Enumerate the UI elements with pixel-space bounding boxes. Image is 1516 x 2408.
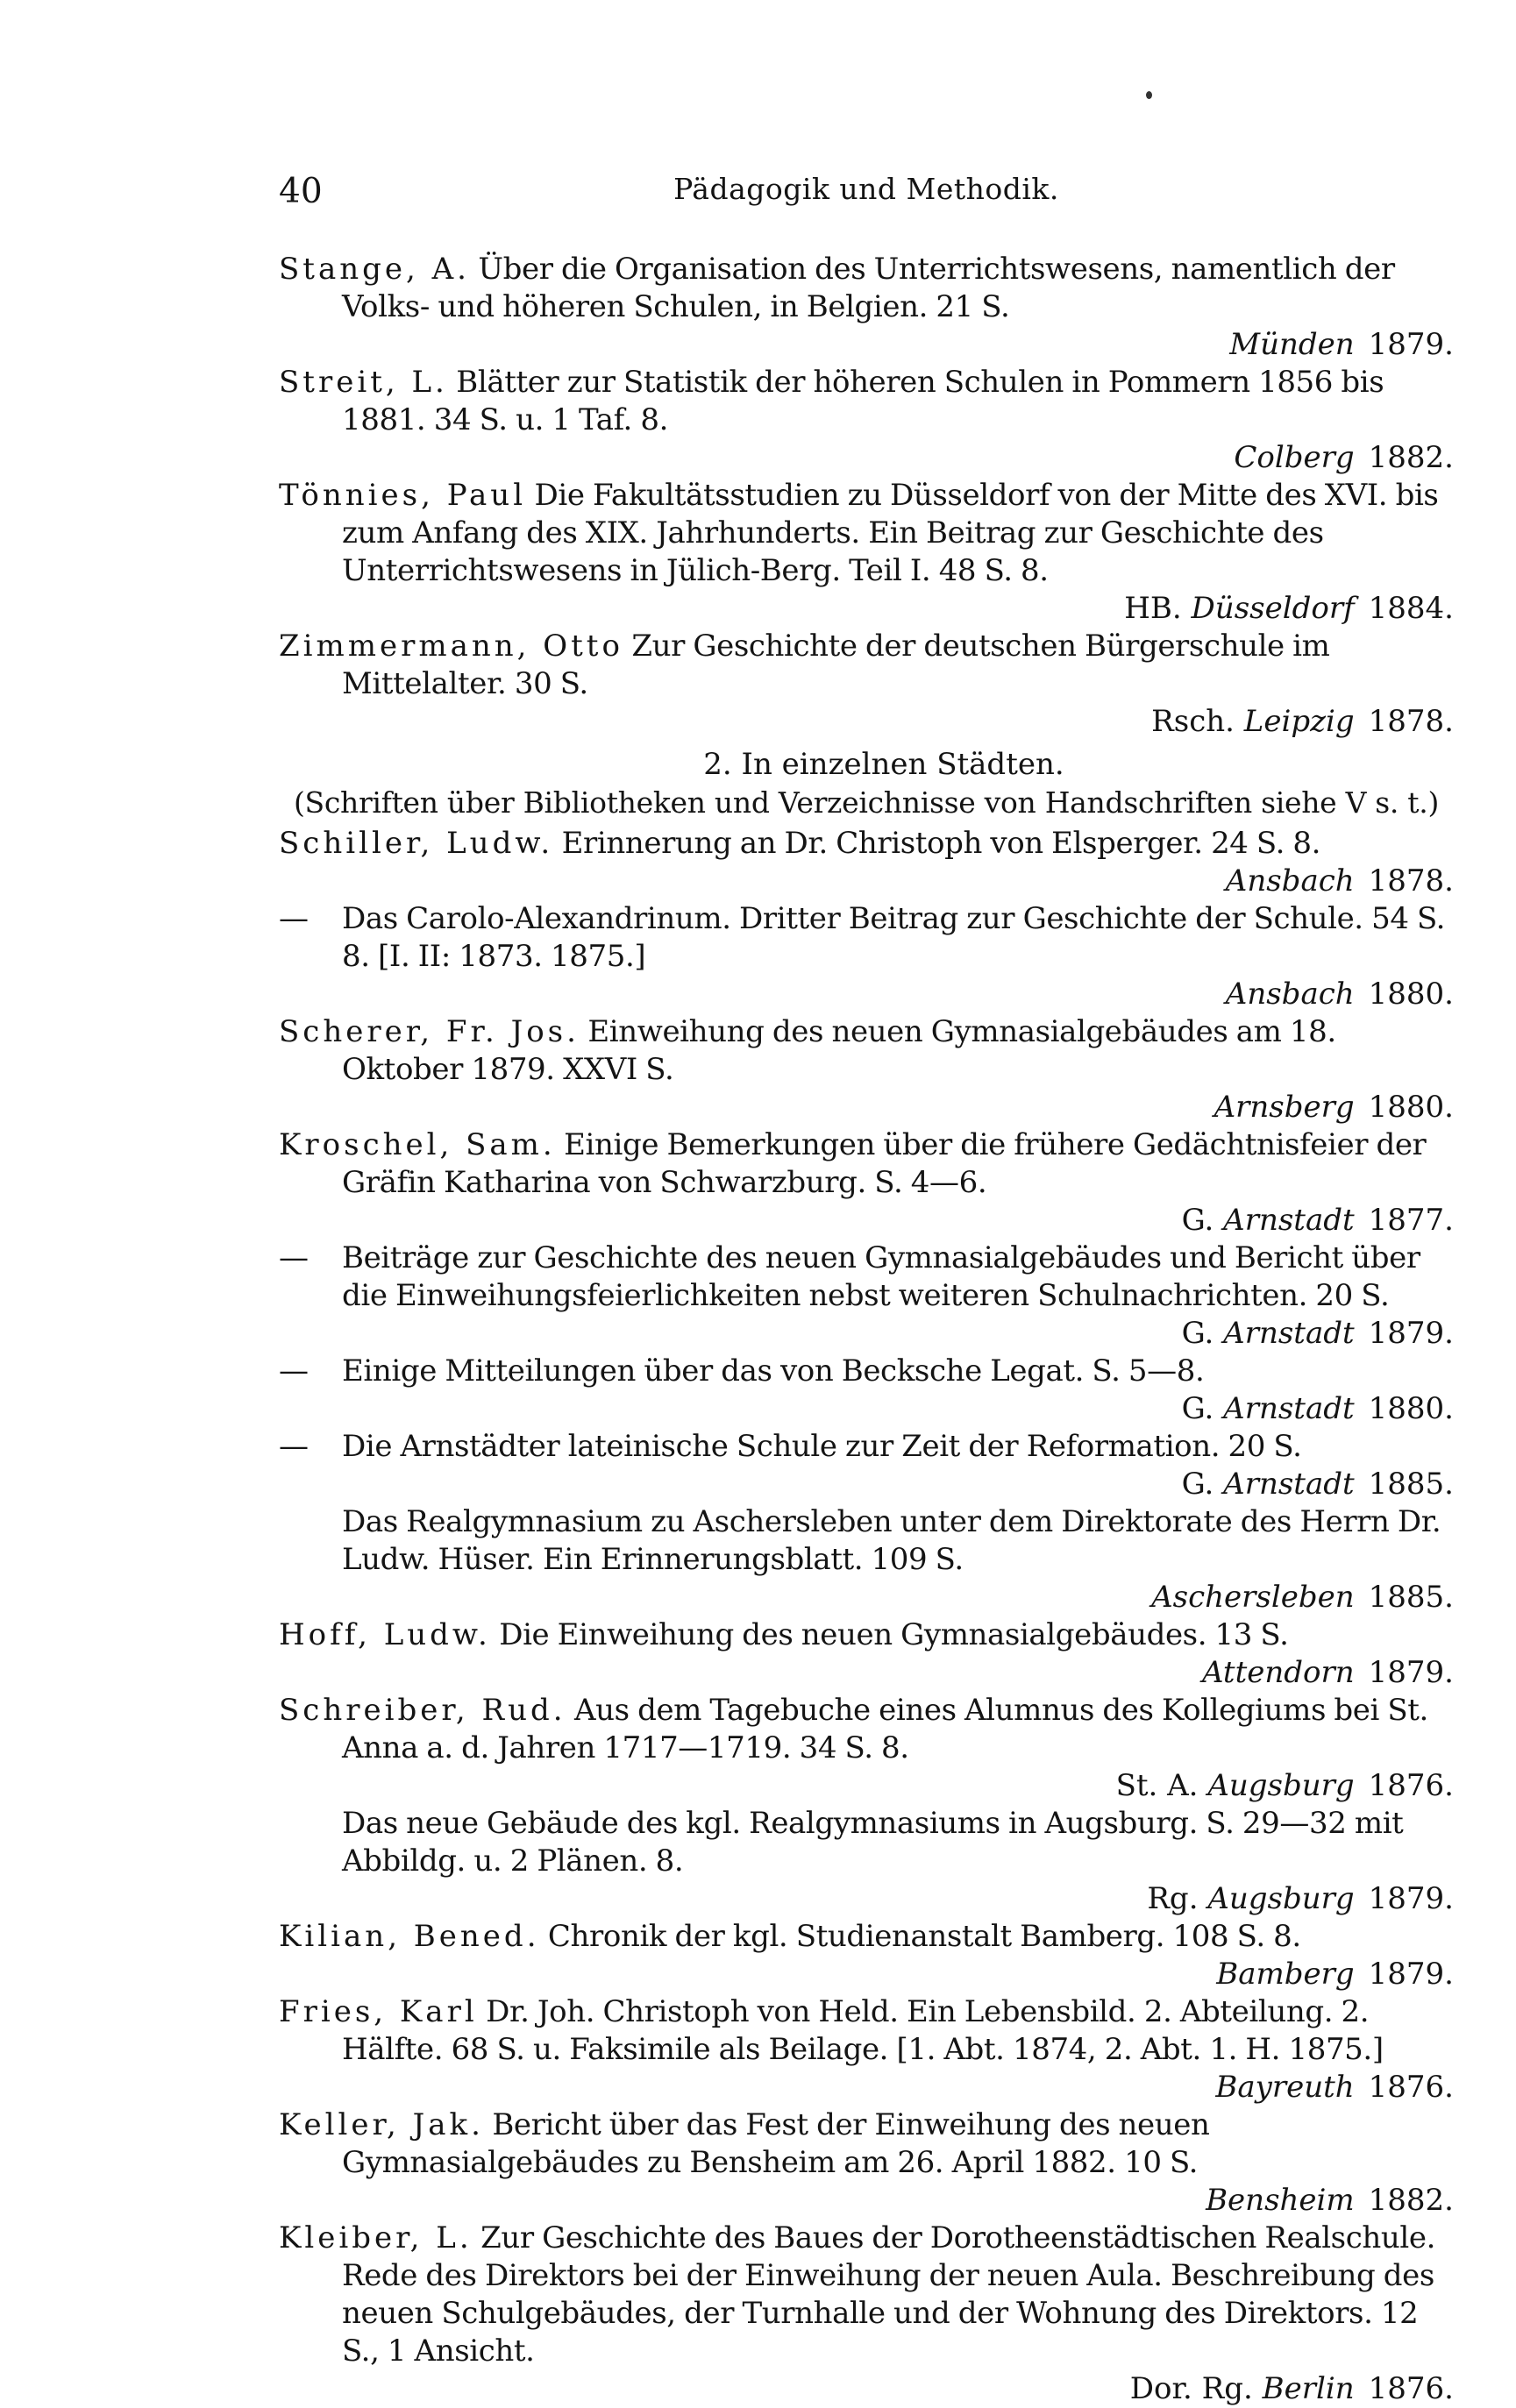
imprint-place: Augsburg: [1207, 1768, 1355, 1803]
entry-title: Chronik der kgl. Studienanstalt Bamberg. 108 S. 8.: [539, 1919, 1301, 1954]
imprint-prefix: St. A.: [1115, 1768, 1199, 1803]
imprint-year: 1879.: [1368, 1881, 1454, 1916]
imprint-prefix: G.: [1181, 1316, 1214, 1351]
imprint-place: Bensheim: [1206, 2183, 1355, 2218]
imprint-place: Arnstadt: [1223, 1467, 1355, 1502]
entry-imprint: [342, 1089, 1454, 1126]
entry-imprint: [342, 2370, 1454, 2408]
imprint-place: Augsburg: [1207, 1881, 1355, 1916]
entry-title: Das Carolo-Alexandrinum. Dritter Beitrag zur Geschichte der Schule. 54 S. 8. [I. II: 1873. 1875.]: [342, 901, 1446, 974]
entry-author: Zimmermann, Otto: [279, 629, 623, 664]
entry-author: Kroschel, Sam.: [279, 1127, 556, 1162]
entry-imprint: [342, 703, 1454, 741]
entry-imprint: [342, 1880, 1454, 1918]
bib-entry: [279, 1428, 1454, 1503]
ditto-dash: —: [279, 1429, 309, 1464]
ditto-dash: —: [279, 1353, 309, 1389]
bib-entry: [279, 1993, 1454, 2106]
entry-author: Kilian, Bened.: [279, 1919, 540, 1954]
bib-entry: [279, 1013, 1454, 1126]
bib-entry: [279, 1918, 1454, 1993]
imprint-place: Colberg: [1234, 440, 1355, 475]
imprint-place: Düsseldorf: [1191, 591, 1355, 626]
imprint-year: 1876.: [1368, 1768, 1454, 1803]
imprint-year: 1885.: [1368, 1580, 1454, 1615]
imprint-place: Ansbach: [1225, 863, 1355, 899]
entry-title: Die Fakultätsstudien zu Düsseldorf von der Mitte des XVI. bis zum Anfang des XIX. Jahrhunderts. Ein Beitrag zur Geschichte des Unterrichtswesens in Jülich-Berg. Teil I. 48 S. 8.: [342, 478, 1439, 588]
entry-imprint: [342, 2182, 1454, 2220]
bib-entry: [279, 628, 1454, 741]
entry-imprint: [342, 1315, 1454, 1353]
bib-entry: [279, 477, 1454, 628]
imprint-place: Arnstadt: [1223, 1316, 1355, 1351]
imprint-year: 1882.: [1368, 2183, 1454, 2218]
imprint-year: 1885.: [1368, 1467, 1454, 1502]
imprint-year: 1878.: [1368, 863, 1454, 899]
entry-author: Schiller, Ludw.: [279, 826, 554, 861]
imprint-year: 1877.: [1368, 1203, 1454, 1238]
imprint-year: 1879.: [1368, 1655, 1454, 1690]
entry-title: Erinnerung an Dr. Christoph von Elsperger. 24 S. 8.: [553, 826, 1321, 861]
entry-title: Das Realgymnasium zu Aschersleben unter dem Direktorate des Herrn Dr. Ludw. Hüser. Ein Erinnerungsblatt. 109 S.: [342, 1504, 1441, 1577]
ditto-dash: —: [279, 1240, 309, 1275]
bib-entry: [279, 1616, 1454, 1692]
bib-entry: [279, 1353, 1454, 1428]
imprint-year: 1878.: [1368, 704, 1454, 739]
imprint-place: Aschersleben: [1151, 1580, 1355, 1615]
imprint-year: 1879.: [1368, 327, 1454, 362]
entry-title: Zur Geschichte der deutschen Bürgerschule im Mittelalter. 30 S.: [342, 629, 1330, 701]
imprint-year: 1876.: [1368, 2371, 1454, 2406]
running-head: [279, 172, 1454, 224]
imprint-place: Arnstadt: [1223, 1391, 1355, 1426]
imprint-year: 1884.: [1368, 591, 1454, 626]
imprint-year: 1876.: [1368, 2070, 1454, 2105]
entry-author: Hoff, Ludw.: [279, 1617, 491, 1652]
entry-imprint: [342, 1767, 1454, 1805]
imprint-place: Arnsberg: [1214, 1090, 1355, 1125]
bib-entry: [279, 825, 1454, 900]
bib-entry: [279, 251, 1454, 364]
entry-title: Zur Geschichte des Baues der Dorotheenstädtischen Realschule. Rede des Direktors bei der Einweihung der neuen Aula. Beschreibung des neuen Schulgebäudes, der Turnhalle und der Wohnung des Direktors. 12 S., 1 Ansicht.: [342, 2220, 1435, 2369]
imprint-place: Bayreuth: [1215, 2070, 1355, 2105]
entry-title: Beiträge zur Geschichte des neuen Gymnasialgebäudes und Bericht über die Einweihungsfeierlichkeiten nebst weiteren Schulnachrichten. 20 S.: [342, 1240, 1420, 1313]
entry-imprint: [342, 1579, 1454, 1616]
entry-author: Schreiber, Rud.: [279, 1693, 566, 1728]
entry-title: Dr. Joh. Christoph von Held. Ein Lebensbild. 2. Abteilung. 2. Hälfte. 68 S. u. Faksimile als Beilage. [1. Abt. 1874, 2. Abt. 1. H. 1875.]: [342, 1994, 1384, 2067]
entry-author: Tönnies, Paul: [279, 478, 527, 513]
entry-title: Die Einweihung des neuen Gymnasialgebäudes. 13 S.: [490, 1617, 1289, 1652]
imprint-place: Münden: [1229, 327, 1355, 362]
entry-title: Einweihung des neuen Gymnasialgebäudes am 18. Oktober 1879. XXVI S.: [342, 1014, 1336, 1087]
bib-entry: [279, 1805, 1454, 1918]
running-title: Pädagogik und Methodik.: [673, 172, 1059, 206]
bib-entry: [279, 1126, 1454, 1240]
entry-imprint: [342, 1202, 1454, 1240]
entry-author: Kleiber, L.: [279, 2220, 473, 2255]
entry-title: Einige Mitteilungen über das von Becksche Legat. S. 5—8.: [342, 1353, 1205, 1389]
bib-entry: [279, 1240, 1454, 1353]
entry-title: Aus dem Tagebuche eines Alumnus des Kollegiums bei St. Anna a. d. Jahren 1717—1719. 34 S. 8.: [342, 1693, 1428, 1765]
imprint-place: Attendorn: [1201, 1655, 1355, 1690]
entry-author: Fries, Karl: [279, 1994, 478, 2029]
section-note: (Schriften über Bibliotheken und Verzeichnisse von Handschriften siehe V s. t.): [293, 785, 1440, 820]
entry-title: Bericht über das Fest der Einweihung des neuen Gymnasialgebäudes zu Bensheim am 26. April 1882. 10 S.: [342, 2107, 1210, 2180]
entry-imprint: [342, 326, 1454, 364]
bib-entry: [279, 2106, 1454, 2220]
bib-entry: [279, 364, 1454, 477]
section-heading: 2. In einzelnen Städten.: [703, 747, 1064, 782]
entry-title: Blätter zur Statistik der höheren Schulen in Pommern 1856 bis 1881. 34 S. u. 1 Taf. 8.: [342, 365, 1384, 437]
ditto-dash: —: [279, 901, 309, 936]
imprint-place: Bamberg: [1216, 1957, 1355, 1992]
imprint-year: 1879.: [1368, 1957, 1454, 1992]
imprint-prefix: G.: [1181, 1391, 1214, 1426]
imprint-year: 1880.: [1368, 977, 1454, 1012]
imprint-place: Arnstadt: [1223, 1203, 1355, 1238]
entry-imprint: [342, 2069, 1454, 2106]
bib-entry: [279, 1503, 1454, 1616]
imprint-prefix: Dor. Rg.: [1129, 2371, 1253, 2406]
page-number: 40: [279, 172, 323, 211]
imprint-year: 1880.: [1368, 1090, 1454, 1125]
entry-list-cities: [279, 825, 1454, 2408]
entry-imprint: [342, 439, 1454, 477]
imprint-prefix: G.: [1181, 1467, 1214, 1502]
imprint-prefix: G.: [1181, 1203, 1214, 1238]
imprint-year: 1882.: [1368, 440, 1454, 475]
entry-imprint: [342, 1390, 1454, 1428]
imprint-prefix: Rg.: [1147, 1881, 1199, 1916]
imprint-year: 1880.: [1368, 1391, 1454, 1426]
entry-title: Einige Bemerkungen über die frühere Gedächtnisfeier der Gräfin Katharina von Schwarzburg. S. 4—6.: [342, 1127, 1427, 1200]
bibliography: [279, 251, 1454, 2408]
entry-author: Scherer, Fr. Jos.: [279, 1014, 580, 1049]
entry-author: Stange, A.: [279, 252, 470, 287]
entry-author: Streit, L.: [279, 365, 448, 400]
entry-imprint: [342, 1654, 1454, 1692]
imprint-prefix: HB.: [1124, 591, 1182, 626]
entry-list-general: [279, 251, 1454, 741]
imprint-prefix: Rsch.: [1151, 704, 1235, 739]
imprint-place: Ansbach: [1225, 977, 1355, 1012]
entry-author: Keller, Jak.: [279, 2107, 484, 2142]
imprint-year: 1879.: [1368, 1316, 1454, 1351]
entry-imprint: [342, 1466, 1454, 1503]
entry-imprint: [342, 1956, 1454, 1993]
entry-title: Die Arnstädter lateinische Schule zur Zeit der Reformation. 20 S.: [342, 1429, 1302, 1464]
entry-imprint: [342, 976, 1454, 1013]
bib-entry: [279, 900, 1454, 1013]
entry-title: Das neue Gebäude des kgl. Realgymnasiums in Augsburg. S. 29—32 mit Abbildg. u. 2 Plänen. 8.: [342, 1806, 1404, 1879]
print-speck-icon: [1146, 91, 1152, 99]
imprint-place: Berlin: [1262, 2371, 1355, 2406]
entry-title: Über die Organisation des Unterrichtswesens, namentlich der Volks- und höheren Schulen, in Belgien. 21 S.: [342, 252, 1395, 324]
imprint-place: Leipzig: [1243, 704, 1355, 739]
bib-entry: [279, 1692, 1454, 1805]
entry-imprint: [342, 863, 1454, 900]
bib-entry: [279, 2220, 1454, 2408]
entry-imprint: [342, 590, 1454, 628]
